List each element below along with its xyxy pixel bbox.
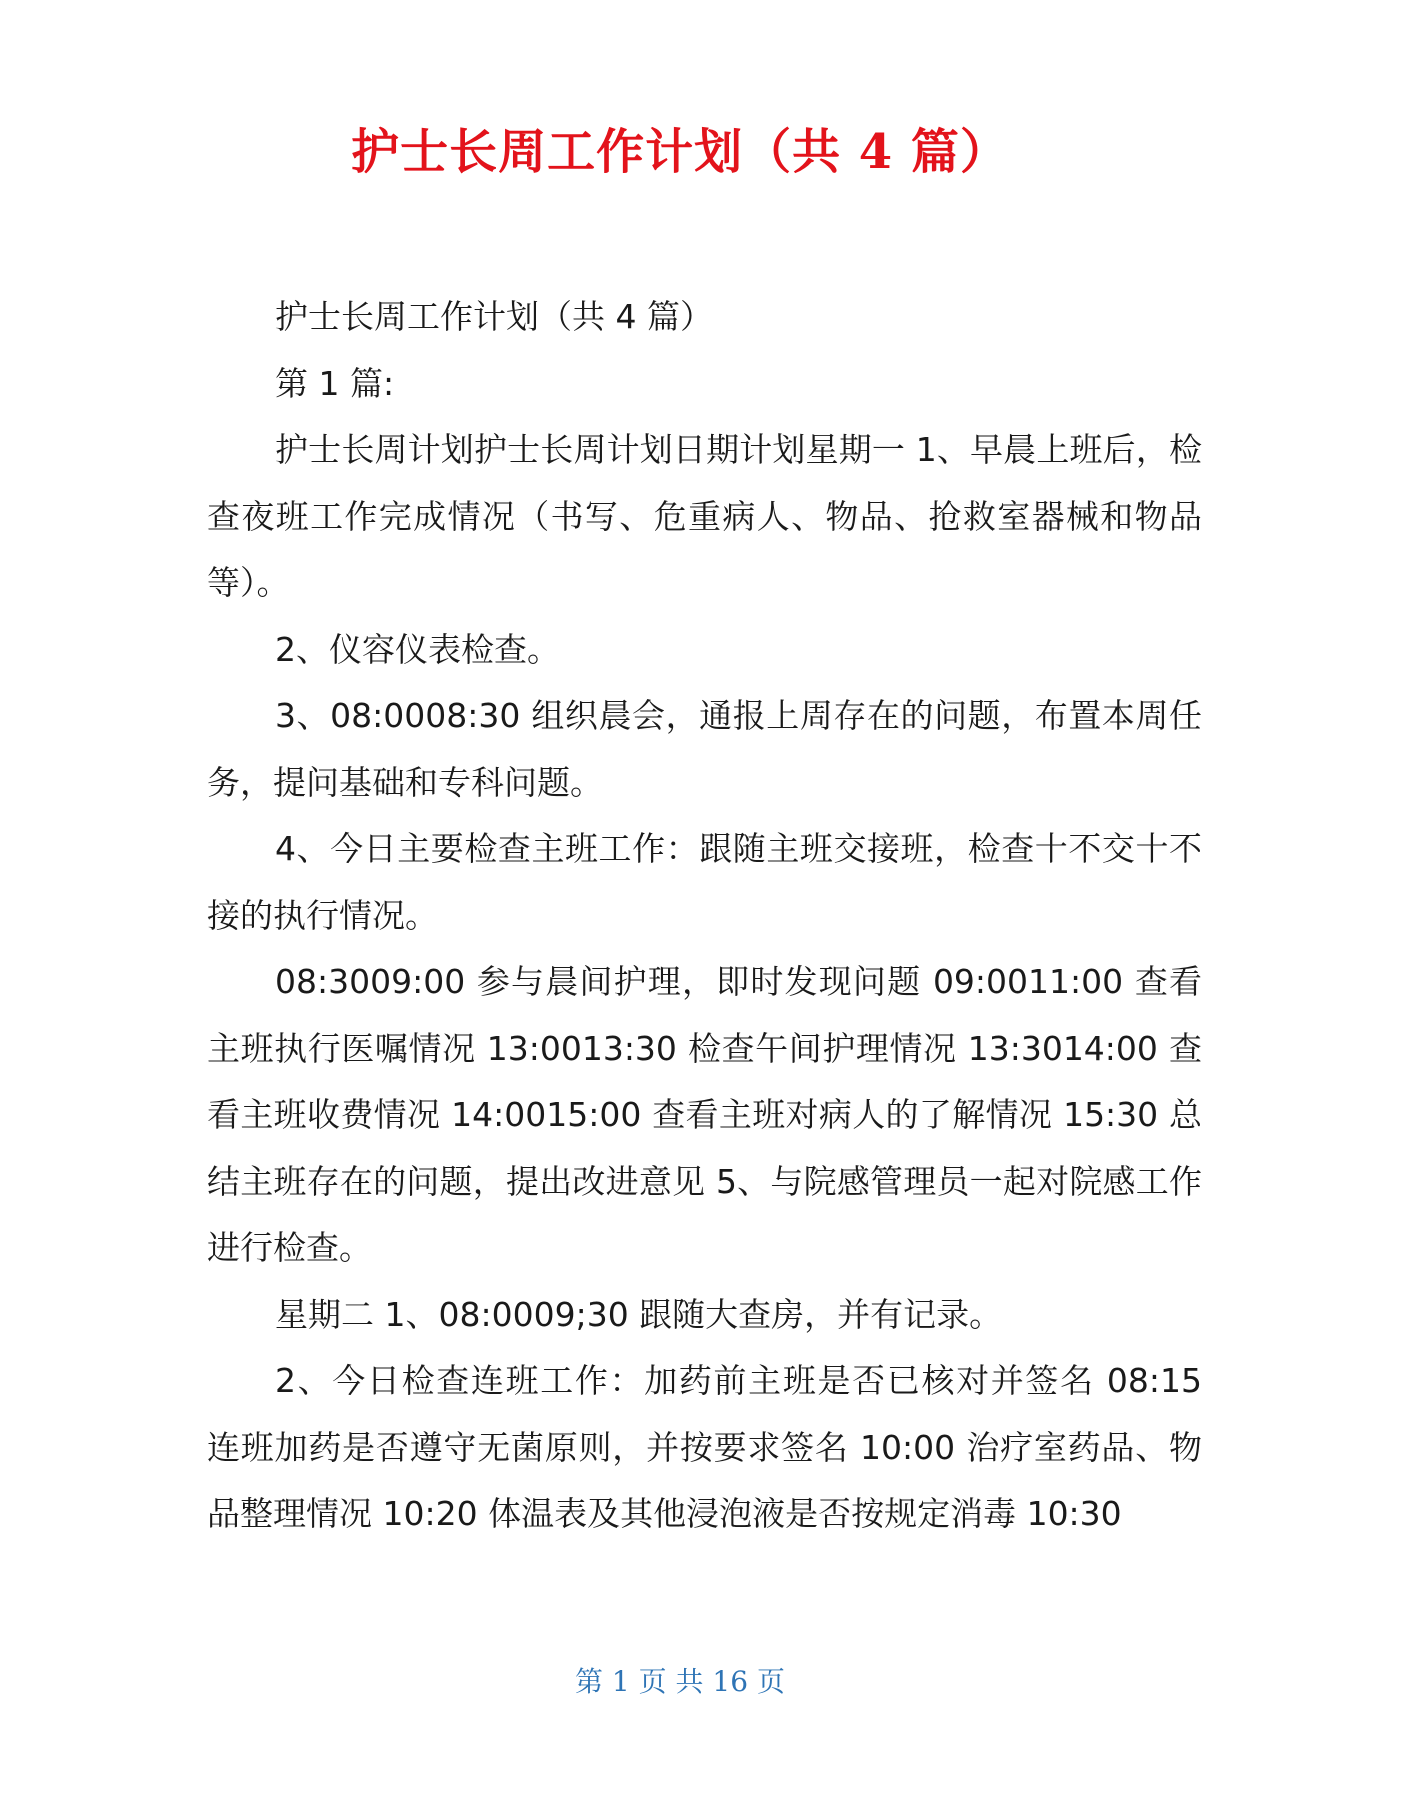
paragraph-monday-item-1: 护士长周计划护士长周计划日期计划星期一 1、早晨上班后，检查夜班工作完成情况（书写、危重病人、物品、抢救室器械和物品等）。 bbox=[207, 430, 1202, 602]
paragraph-monday-item-3: 3、08:0008:30 组织晨会，通报上周存在的问题，布置本周任务，提问基础和专科问题。 bbox=[207, 696, 1202, 802]
document-title: 护士长周工作计划（共 4 篇） bbox=[351, 124, 1009, 180]
paragraph-monday-item-2: 2、仪容仪表检查。 bbox=[275, 629, 560, 669]
page-number-footer: 第 1 页 共 16 页 bbox=[575, 1665, 785, 1698]
paragraph-heading: 护士长周工作计划（共 4 篇） bbox=[275, 297, 713, 336]
paragraph-part-label: 第 1 篇: bbox=[275, 363, 395, 403]
paragraph-monday-item-4: 4、今日主要检查主班工作：跟随主班交接班，检查十不交十不接的执行情况。 bbox=[207, 829, 1202, 935]
paragraph-tuesday-item-1: 星期二 1、08:0009;30 跟随大查房，并有记录。 bbox=[275, 1294, 1003, 1334]
paragraph-tuesday-item-2: 2、今日检查连班工作：加药前主班是否已核对并签名 08:15 连班加药是否遵守无菌原则，并按要求签名 10:00 治疗室药品、物品整理情况 10:20 体温表及其他浸泡液是否按规定消毒 10:30 bbox=[207, 1361, 1202, 1533]
paragraph-monday-schedule: 08:3009:00 参与晨间护理，即时发现问题 09:0011:00 查看主班执行医嘱情况 13:0013:30 检查午间护理情况 13:3014:00 查看主班收费情况 14:0015:00 查看主班对病人的了解情况 15:30 总结主班存在的问题，提出改进意见 5、与院感管理员一起对院感工作进行检查。 bbox=[207, 962, 1202, 1267]
document-body bbox=[207, 284, 1202, 1548]
